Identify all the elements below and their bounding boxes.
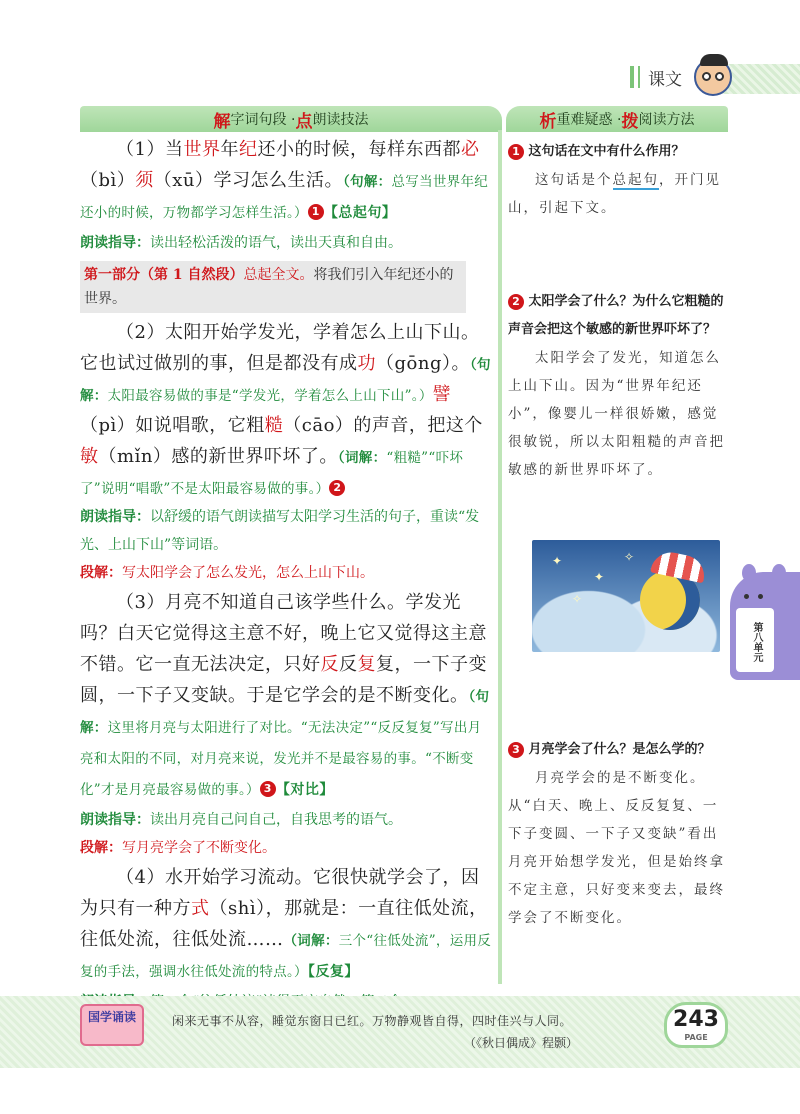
underlined-term: 总起句 (612, 172, 659, 188)
highlight-word: 必 (460, 139, 480, 160)
paragraph-summary-3 (80, 834, 494, 862)
paragraph-3 (80, 587, 494, 806)
banner-key-1: 析 (539, 111, 557, 132)
text: （pì）如说唱歌，它粗 (80, 415, 265, 436)
left-section-banner (80, 106, 502, 132)
banner-key-2: 点 (295, 111, 313, 132)
highlight-word: 功 (357, 353, 376, 374)
mascot-icon (694, 58, 732, 96)
note-text: 总写当世界年纪还小的时候，万物都学习怎样生活。） (80, 174, 489, 221)
guide-text: 读出轻松活泼的语气，读出天真和自由。 (150, 235, 402, 251)
note-text: “粗糙”“吓坏了”说明“唱歌”不是太阳最容易做的事。） (80, 450, 464, 497)
note-text: 三个“往低处流”，运用反复的手法，强调水往低处流的特点。） (80, 933, 492, 980)
highlight-word: 譬 (432, 384, 452, 405)
highlight-word: 敏 (80, 446, 99, 467)
text: （1）当 (116, 139, 184, 160)
banner-text-1: 字词句段 · (230, 112, 296, 128)
recitation-badge: 国学诵读 (80, 1004, 144, 1046)
reading-guide-2 (80, 503, 494, 559)
note-label: （词解： (283, 933, 339, 949)
moon-illustration (532, 540, 720, 652)
note-label: （句解： (80, 689, 490, 736)
banner-text-1: 重难疑惑 · (556, 112, 622, 128)
right-question-1 (508, 138, 726, 222)
text: 还小的时候，每样东西都 (257, 139, 461, 160)
highlight-word: 纪 (238, 139, 258, 160)
text: （cāo）的声音，把这个 (283, 415, 483, 436)
page-number-badge (664, 1002, 728, 1048)
question-3 (508, 736, 726, 764)
answer-3: 月亮学会的是不断变化。从“白天、晚上、反反复复、一下子变圆、一下子又变缺”看出月亮开始想学发光，但是始终拿不定主意，只好变来变去，最终学会了不断变化。 (508, 770, 725, 926)
question-1 (508, 138, 726, 166)
answer-text: ，开门见山，引起下文。 (508, 172, 721, 216)
note-text: 太阳最容易做的事是“学发光，学着怎么上山下山”。） (107, 388, 433, 404)
text: （mǐn）感的新世界吓坏了。 (98, 446, 338, 467)
highlight-word: 式 (191, 898, 210, 919)
text: （gōng）。 (376, 353, 470, 374)
star-icon: ✧ (572, 592, 583, 606)
highlight-word: 世界 (183, 139, 221, 160)
guide-label: 朗读指导： (80, 509, 150, 525)
unit-side-tab[interactable] (730, 572, 800, 680)
summary-text: 写太阳学会了怎么发光，怎么上山下山。 (122, 565, 374, 581)
text: （3）月亮不知道自己该学些什么。学发光吗？白天它觉得这主意不好，晚上它又觉得这主意不错。它一直无法决定，只好 (80, 592, 487, 675)
guide-label: 朗读指导： (80, 812, 150, 828)
question-2 (508, 288, 726, 344)
tag-bar-icon (630, 66, 634, 88)
technique-tag: 【总起句】 (323, 205, 397, 221)
section-label: 课文 (648, 69, 682, 90)
note-label: （词解： (337, 450, 387, 466)
text: 复，一下子变圆，一下子又变缺。于是它学会的是不断变化。 (80, 654, 487, 706)
summary-label: 段解： (80, 565, 122, 581)
technique-tag: 【对比】 (275, 782, 334, 798)
paragraph-2 (80, 317, 494, 503)
text: （xū）学习怎么生活。 (153, 170, 344, 191)
marker-1-icon: 1 (508, 144, 524, 160)
marker-1-icon: 1 (308, 204, 324, 220)
reading-guide-1 (80, 229, 494, 257)
star-icon: ✦ (552, 554, 563, 568)
part-summary-box (80, 261, 466, 313)
reading-guide-3 (80, 806, 494, 834)
footer-poem: 闲来无事不从容，睡觉东窗日已红。万物静观皆自得，四时佳兴与人同。 (172, 1014, 573, 1028)
answer-1 (508, 166, 726, 222)
guide-text: 以舒缓的语气朗读描写太阳学习生活的句子，重读“发光、上山下山”等词语。 (80, 509, 480, 553)
star-icon: ✧ (624, 550, 635, 564)
part-red-text: 总起全文。 (243, 267, 314, 283)
question-text: 太阳学会了什么？为什么它粗糙的声音会把这个敏感的新世界吓坏了？ (508, 294, 724, 337)
paragraph-summary-2 (80, 559, 494, 587)
text: （shì），那就是：一直往低处流，往低处流，往低处流…… (80, 898, 488, 950)
highlight-word: 复 (357, 654, 376, 675)
question-text: 这句话在文中有什么作用？ (528, 144, 685, 159)
technique-tag: 【反复】 (307, 964, 359, 980)
marker-3-icon: 3 (508, 742, 524, 758)
note-label: （句解： (343, 174, 392, 190)
tab-ear-icon (772, 564, 786, 582)
text: （4）水开始学习流动。它很快就学会了，因为只有一种方 (80, 867, 480, 919)
right-question-2 (508, 288, 726, 484)
column-divider (498, 130, 502, 984)
tab-eye-icon (744, 594, 749, 599)
text: （bì） (80, 170, 136, 191)
highlight-word: 糙 (264, 415, 284, 436)
tab-ear-icon (742, 564, 756, 582)
note-label: （句解： (80, 357, 491, 404)
paragraph-1 (80, 134, 494, 229)
right-question-3 (508, 736, 726, 932)
tag-bar-thin-icon (638, 66, 640, 88)
answer-2: 太阳学会了发光，知道怎么上山下山。因为“世界年纪还小”，像婴儿一样很娇嫩，感觉很敏锐，所以太阳粗糙的声音把敏感的新世界吓坏了。 (508, 350, 725, 478)
question-text: 月亮学会了什么？是怎么学的？ (528, 742, 711, 757)
banner-text-2: 阅读方法 (638, 112, 695, 128)
banner-key-1: 解 (213, 111, 231, 132)
page-label: PAGE (684, 1033, 708, 1042)
text: （2）太阳开始学发光，学着怎么上山下山。它也试过做别的事，但是都没有成 (80, 322, 480, 374)
right-section-banner (506, 106, 728, 132)
page-number: 243 (673, 1007, 719, 1032)
section-tag (630, 62, 682, 92)
mascot-hair (700, 54, 728, 66)
poem-source: （《秋日偶成》程颢） (464, 1036, 579, 1050)
note-text: 这里将月亮与太阳进行了对比。“无法决定”“反反复复”写出月亮和太阳的不同，对月亮来说，发光并不是最容易的事。“不断变化”才是月亮最容易做的事。） (80, 720, 482, 798)
marker-2-icon: 2 (508, 294, 524, 310)
main-text-column (80, 134, 494, 1016)
text: 反 (339, 654, 358, 675)
tab-eye-icon (758, 594, 763, 599)
banner-text-2: 朗读技法 (312, 112, 369, 128)
star-icon: ✦ (594, 570, 605, 584)
guide-label: 朗读指导： (80, 235, 150, 251)
paragraph-4 (80, 862, 494, 988)
part-label: 第一部分（第 1 自然段） (84, 267, 244, 283)
summary-label: 段解： (80, 840, 122, 856)
part-text: 将我们引入年纪还小的世界。 (84, 267, 454, 307)
banner-key-2: 拨 (621, 111, 639, 132)
mascot-eye-right (715, 72, 724, 81)
text: 年 (220, 139, 239, 160)
marker-2-icon: 2 (329, 480, 345, 496)
mascot-eye-left (702, 72, 711, 81)
highlight-word: 反 (320, 654, 339, 675)
guide-text: 读出月亮自己问自己，自我思考的语气。 (150, 812, 402, 828)
summary-text: 写月亮学会了不断变化。 (122, 840, 276, 856)
marker-3-icon: 3 (260, 781, 276, 797)
highlight-word: 须 (135, 170, 154, 191)
answer-text: 这句话是个 (535, 172, 613, 188)
unit-label: 第八单元 (736, 608, 774, 672)
